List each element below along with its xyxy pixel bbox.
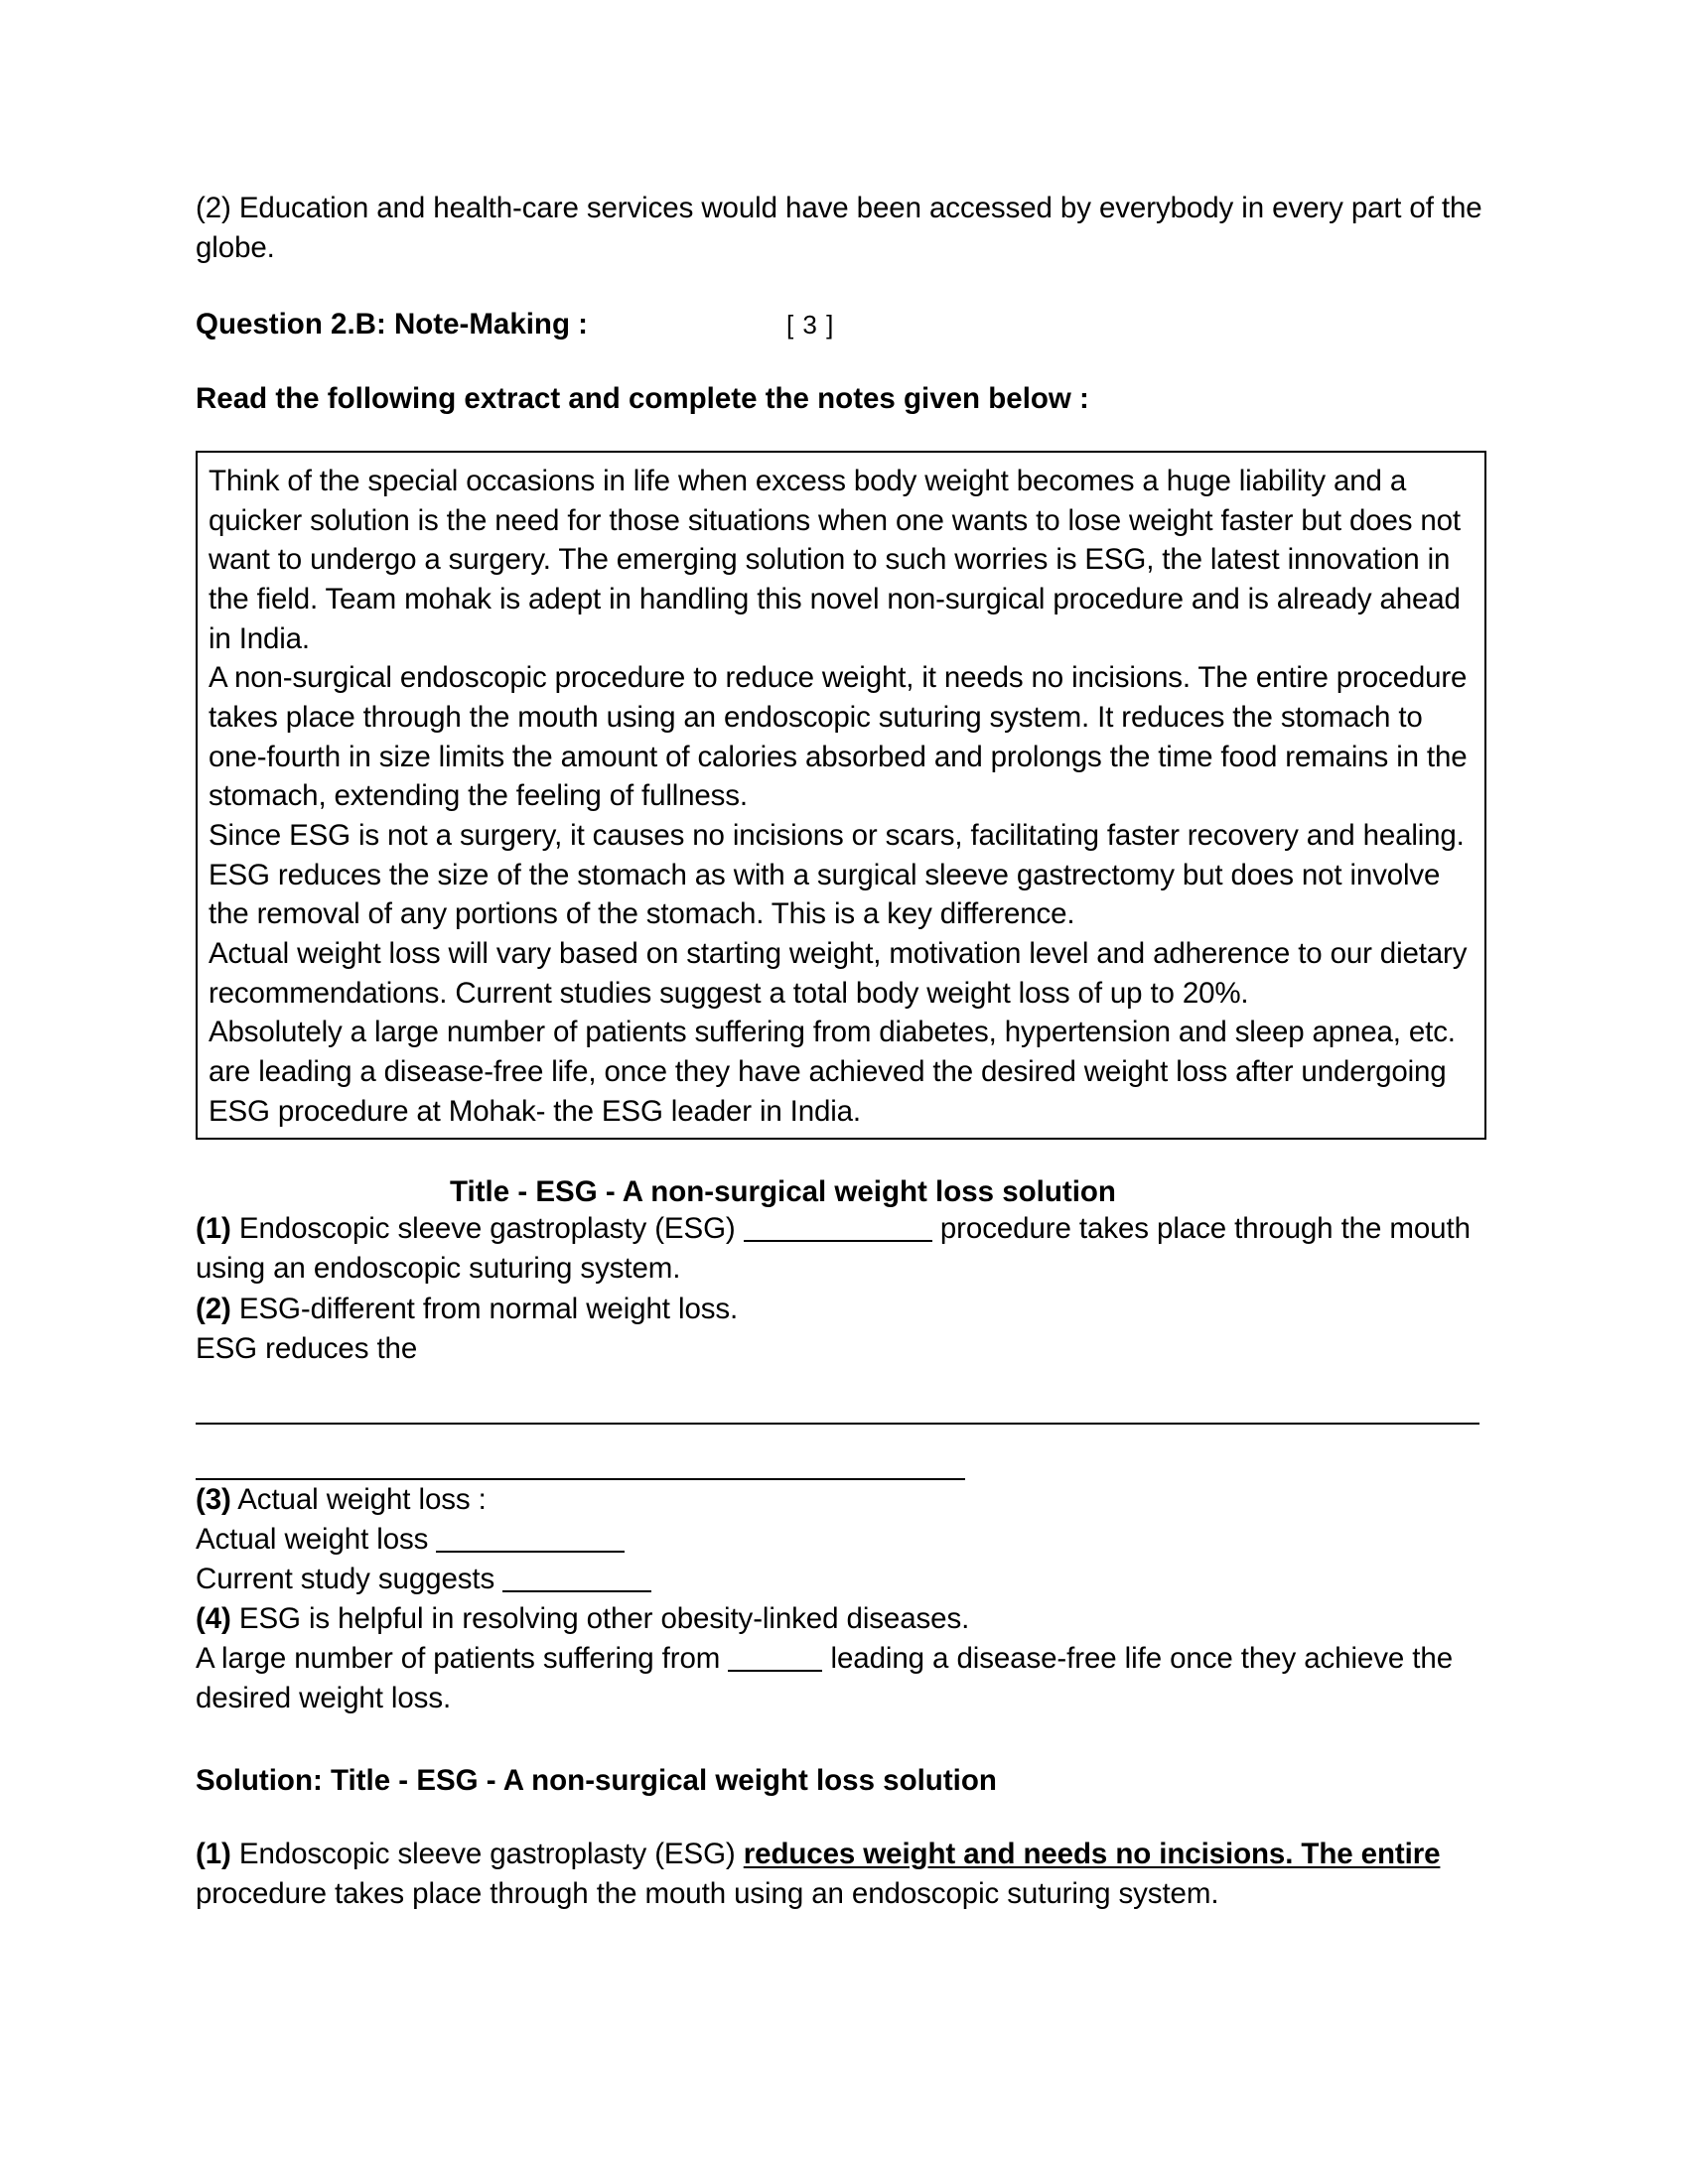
- note-item-2-text: ESG-different from normal weight loss.: [238, 1292, 739, 1325]
- question-heading-row: [196, 306, 1489, 343]
- note-item-2-number: (2): [196, 1292, 231, 1325]
- instruction-text: Read the following extract and complete the notes given below :: [196, 381, 1089, 415]
- fill-blank: [436, 1551, 625, 1553]
- note-item-3-sub-1-label: Actual weight loss: [196, 1522, 429, 1556]
- note-item-2-sub: ESG reduces the: [196, 1331, 418, 1365]
- extract-paragraph: Actual weight loss will vary based on starting weight, motivation level and adherence to our dietary recommendations. Current studies suggest a total body weight loss of up to 20%.: [209, 936, 1468, 1010]
- note-item-2: [196, 1290, 1489, 1329]
- note-item-1-text-after: procedure takes place through the mouth using an endoscopic suturing system.: [196, 1212, 1471, 1286]
- answer-rule-row: [196, 1425, 1489, 1480]
- extract-paragraph: Absolutely a large number of patients suffering from diabetes, hypertension and sleep apnea, etc. are leading a disease-free life, once they have achieved the desired weight loss after undergoing ESG procedure at Mohak- the ESG leader in India.: [209, 1016, 1456, 1128]
- note-item-4: [196, 1599, 1489, 1639]
- note-item-1: [196, 1209, 1489, 1289]
- fill-blank: [744, 1240, 932, 1242]
- note-item-4-sub-after: leading a disease-free life once they achieve the desired weight loss.: [196, 1642, 1453, 1715]
- solution-answer-before: Endoscopic sleeve gastroplasty (ESG): [238, 1837, 736, 1870]
- solution-answer-number: (1): [196, 1837, 231, 1870]
- question-heading: Question 2.B: Note-Making :: [196, 308, 588, 341]
- note-item-4-sub: [196, 1639, 1489, 1718]
- note-item-4-sub-before: A large number of patients suffering from: [196, 1642, 721, 1676]
- note-item-3-sub-1: [196, 1520, 1489, 1560]
- solution-answer-after: procedure takes place through the mouth using an endoscopic suturing system.: [196, 1876, 1219, 1910]
- solution-answer-emphasis: reduces weight and needs no incisions. The entire: [743, 1837, 1441, 1870]
- extract-paragraph: Think of the special occasions in life when excess body weight becomes a huge liability and a quicker solution is the need for those situations when one wants to lose weight faster but does not want to undergo a surgery. The emerging solution to such worries is ESG, the latest innovation in the field. Team mohak is adept in handling this novel non-surgical procedure and is already ahead in India.: [209, 464, 1461, 655]
- solution-answer: [196, 1835, 1489, 1914]
- fill-blank: [728, 1670, 822, 1672]
- note-item-3-number: (3): [196, 1482, 231, 1516]
- notes-title: Title - ESG - A non-surgical weight loss solution: [450, 1175, 1116, 1209]
- note-item-1-number: (1): [196, 1212, 231, 1246]
- note-item-4-text: ESG is helpful in resolving other obesity-linked diseases.: [238, 1602, 970, 1636]
- answer-rule-row: [196, 1369, 1489, 1425]
- extract-box: [196, 451, 1486, 1140]
- note-item-3: [196, 1480, 1489, 1520]
- note-item-3-sub-2: [196, 1560, 1489, 1599]
- extract-paragraph: A non-surgical endoscopic procedure to reduce weight, it needs no incisions. The entire procedure takes place through the mouth using an endoscopic suturing system. It reduces the stomach to one-fourth in size limits the amount of calories absorbed and prolongs the time food remains in the stomach, extending the feeling of fullness.: [209, 661, 1468, 813]
- answer-rule-line: [196, 1423, 1479, 1425]
- extract-paragraph: Since ESG is not a surgery, it causes no incisions or scars, facilitating faster recovery and healing. ESG reduces the size of the stomach as with a surgical sleeve gastrectomy but does not involve the removal of any portions of the stomach. This is a key difference.: [209, 818, 1465, 931]
- solution-heading: Solution: Title - ESG - A non-surgical weight loss solution: [196, 1764, 997, 1798]
- fill-blank: [502, 1590, 651, 1592]
- intro-point: (2) Education and health-care services would have been accessed by everybody in every part of the globe.: [196, 192, 1482, 265]
- note-item-3-text: Actual weight loss :: [237, 1482, 487, 1516]
- note-item-3-sub-2-label: Current study suggests: [196, 1562, 495, 1595]
- note-item-4-number: (4): [196, 1602, 231, 1636]
- note-item-1-text-before: Endoscopic sleeve gastroplasty (ESG): [238, 1212, 736, 1246]
- marks-badge: [ 3 ]: [785, 310, 835, 341]
